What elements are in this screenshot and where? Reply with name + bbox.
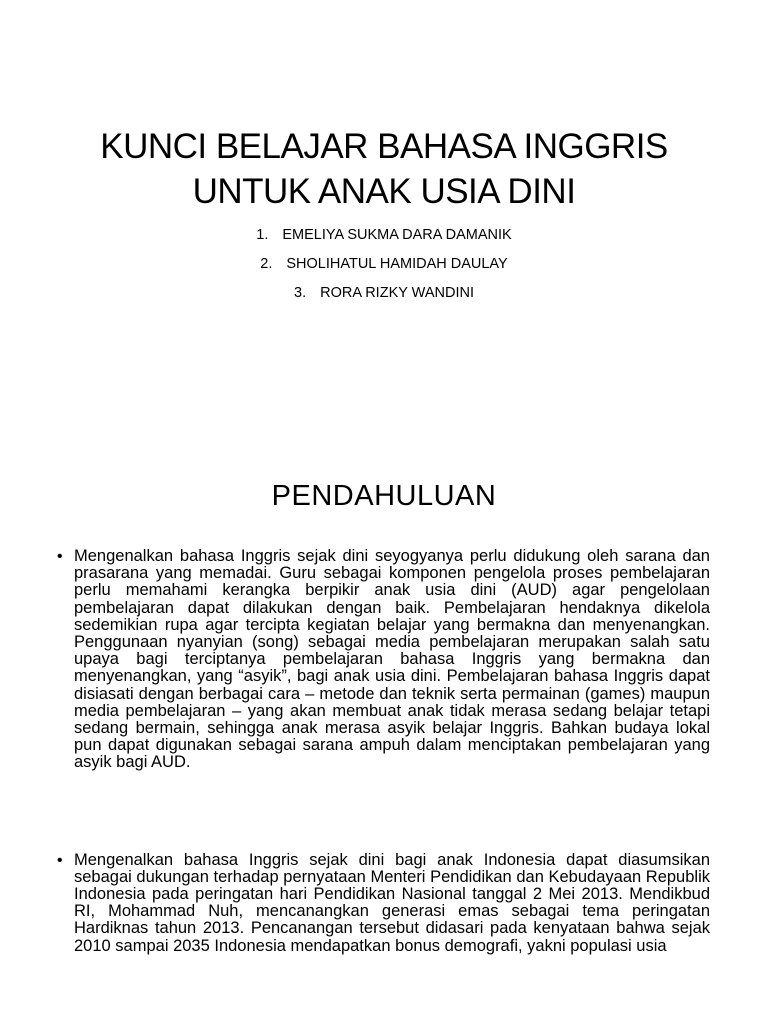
- author-number: 2.: [260, 256, 273, 272]
- title-slide: [0, 0, 768, 460]
- author-number: 3.: [294, 285, 307, 301]
- bullet-icon: •: [57, 851, 63, 869]
- bullet-paragraph: [0, 852, 768, 955]
- bullet-list: [0, 548, 768, 955]
- bullet-paragraph: [0, 548, 768, 772]
- bullet-icon: •: [57, 548, 63, 565]
- author-item: [0, 284, 768, 302]
- author-name: RORA RIZKY WANDINI: [320, 285, 474, 301]
- author-name: SHOLIHATUL HAMIDAH DAULAY: [286, 256, 508, 272]
- title-line-1: KUNCI BELAJAR BAHASA INGGRIS: [100, 127, 668, 166]
- paragraph-text: Mengenalkan bahasa Inggris sejak dini bagi anak Indonesia dapat diasumsikan sebagai dukungan terhadap pernyataan Menteri Pendidikan dan Kebudayaan Republik Indonesia pada peringatan hari Pendidikan Nasional tanggal 2 Mei 2013. Mendikbud RI, Mohammad Nuh, mencanangkan generasi emas sebagai tema peringatan Hardiknas tahun 2013. Pencanangan tersebut didasari pada kenyataan bahwa sejak 2010 sampai 2035 Indonesia mendapatkan bonus demografi, yakni populasi usia: [74, 850, 710, 955]
- author-name: EMELIYA SUKMA DARA DAMANIK: [282, 227, 512, 243]
- author-number: 1.: [256, 227, 269, 243]
- document-title: [40, 124, 728, 214]
- author-item: [0, 226, 768, 244]
- author-list: [0, 226, 768, 313]
- paragraph-text: Mengenalkan bahasa Inggris sejak dini seyogyanya perlu didukung oleh sarana dan prasarana yang memadai. Guru sebagai komponen pengelola proses pembelajaran perlu memahami kerangka berpikir anak usia dini (AUD) agar pengelolaan pembelajaran dapat dilakukan dengan baik. Pembelajaran hendaknya dikelola sedemikian rupa agar tercipta kegiatan belajar yang bermakna dan menyenangkan. Penggunaan nyanyian (song) sebagai media pembelajaran merupakan salah satu upaya bagi terciptanya pembelajaran bahasa Inggris yang bermakna dan menyenangkan, yang “asyik”, bagi anak usia dini. Pembelajaran bahasa Inggris dapat disiasati dengan berbagai cara – metode dan teknik serta permainan (games) maupun media pembelajaran – yang akan membuat anak tidak merasa sedang belajar tetapi sedang bermain, sehingga anak merasa asyik belajar Inggris. Bahkan budaya lokal pun dapat digunakan sebagai sarana ampuh dalam menciptakan pembelajaran yang asyik bagi AUD.: [74, 547, 710, 772]
- title-line-2: UNTUK ANAK USIA DINI: [192, 172, 576, 211]
- author-item: [0, 255, 768, 273]
- introduction-slide: [0, 460, 768, 1024]
- section-heading: PENDAHULUAN: [271, 480, 497, 512]
